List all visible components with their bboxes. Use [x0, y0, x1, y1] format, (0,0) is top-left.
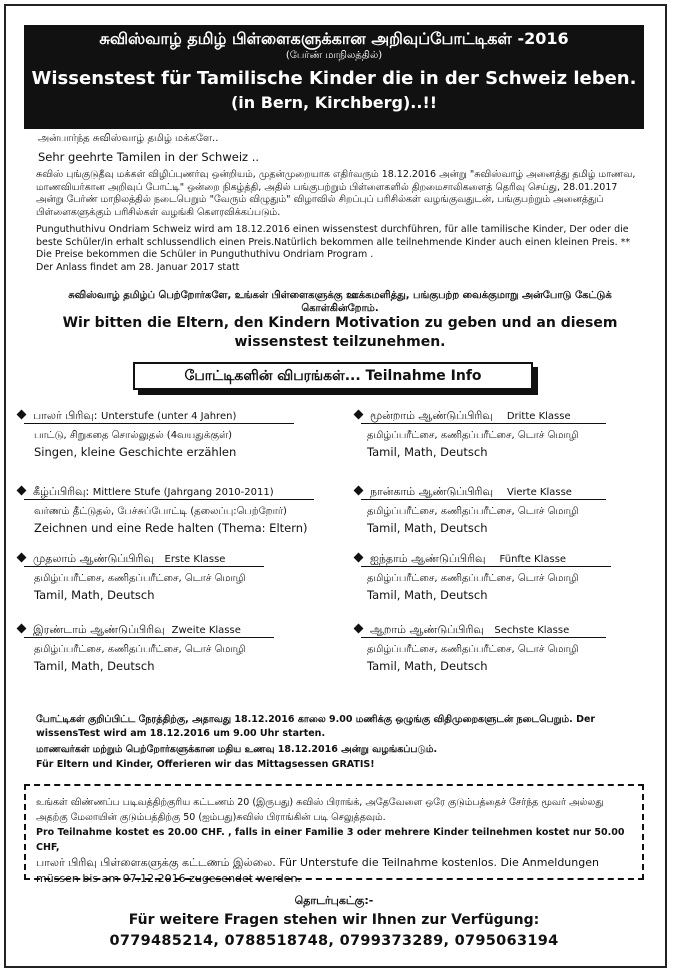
header-banner: [24, 25, 644, 129]
category-desc-german: Zeichnen und eine Rede halten (Thema: Eltern): [34, 521, 308, 535]
category-tamil-label: கீழ்ப்பிரிவு:: [33, 485, 90, 498]
fee-tamil: உங்கள் விண்ணப்ப படிவத்திற்குரிய கட்டணம் 20 (இருபது) சுவிஸ் பிராங்க், அதேவேளை ஒரே குடும்பத்தைச் சேர்ந்த மூவர் அல்லது அதற்கு மேலாயின் குடும்பத்திற்கு 50 (ஐம்பது)சுவிஸ் பிராங்கின் படி செலுத்தவும்.: [36, 797, 604, 823]
category-desc-tamil: வர்ணம் தீட்டுதல், பேச்சுப்போட்டி (தலைப்பு:பெற்றோர்): [34, 506, 287, 517]
underline: [24, 499, 314, 500]
schedule-food-german: Für Eltern und Kinder, Offerieren wir das Mittagsessen GRATIS!: [36, 759, 375, 770]
schedule-time: போட்டிகள் குறிப்பிட்ட நேரத்திற்கு, அதாவது 18.12.2016 காலை 9.00 மணிக்கு ஒழுங்கு விதிமுறைகளுடன் நடைபெறும். Der wissensTest wird am 18.12.2016 um 9.00 Uhr starten.: [36, 714, 596, 739]
category-desc-tamil: தமிழ்ப்பரீட்சை, கணிதப்பரீட்சை, டொச் மொழி: [367, 506, 579, 517]
title-tamil: சுவிஸ்வாழ் தமிழ் பிள்ளைகளுக்கான அறிவுப்போட்டிகள் -2016: [99, 29, 569, 48]
category-tamil-label: ஐந்தாம் ஆண்டுப்பிரிவு: [370, 552, 486, 565]
category-tamil-label: முதலாம் ஆண்டுப்பிரிவு: [33, 552, 154, 565]
category-german-label: Unterstufe (unter 4 Jahren): [101, 411, 237, 422]
category-desc-german: Tamil, Math, Deutsch: [367, 521, 488, 535]
category-desc-tamil: தமிழ்ப்பரீட்சை, கணிதப்பரீட்சை, டொச் மொழி: [34, 644, 246, 655]
fee-german: Pro Teilnahme kostet es 20.00 CHF. , falls in einer Familie 3 oder mehrere Kinder teilnehmen kostet nur 50.00 CHF,: [36, 827, 625, 853]
category-desc-tamil: தமிழ்ப்பரீட்சை, கணிதப்பரீட்சை, டொச் மொழி: [367, 644, 579, 655]
diamond-bullet-icon: [354, 410, 364, 420]
category-desc-german: Tamil, Math, Deutsch: [34, 588, 155, 602]
contact-german: Für weitere Fragen stehen wir Ihnen zur Verfügung:: [128, 912, 540, 928]
category-german-label: Mittlere Stufe (Jahrgang 2010-2011): [92, 487, 274, 498]
category-mittlere-stufe: [18, 484, 308, 537]
category-tamil-label: நான்காம் ஆண்டுப்பிரிவு: [370, 485, 493, 498]
category-german-label: Dritte Klasse: [506, 411, 571, 422]
category-desc-tamil: தமிழ்ப்பரீட்சை, கணிதப்பரீட்சை, டொச் மொழி: [367, 573, 579, 584]
diamond-bullet-icon: [354, 553, 364, 563]
category-dritte-klasse: [355, 408, 579, 461]
category-erste-klasse: [18, 551, 246, 604]
category-german-label: Erste Klasse: [164, 554, 226, 565]
category-german-label: Fünfte Klasse: [499, 554, 567, 565]
category-fuenfte-klasse: [355, 551, 579, 604]
contact-section: [24, 892, 644, 952]
underline: [361, 423, 606, 424]
underline: [24, 637, 274, 638]
intro-tamil: சுவிஸ் புங்குடுதீவு மக்கள் விழிப்புணர்வு ஒன்றியம், முதன்முறையாக எதிர்வரும் 18.12.2016 அன்று "சுவிஸ்வாழ் அனைத்து தமிழ் மாணவ, மாணவியர்கான அறிவுப் போட்டி" ஒன்றை நிகழ்த்தி, அதில் பங்குபற்றும் பிள்ளைகளில் திறமைசாலிகளைத் தெரிவு செய்து, 28.01.2017 அன்று பேர்ண் மாநிலத்தில் நடைபெறும் "வேரும் விழுதும்" விழாவில் சிறப்புப் பரிசில்கள் வழங்குவதுடன், பங்குபற்றும் அனைத்துப் பிள்ளைகளுக்கும் பரிசில்கள் வழங்கி கௌரவிக்கப்படும்.: [36, 169, 636, 218]
underline: [24, 566, 264, 567]
section-title: போட்டிகளின் விபரங்கள்... Teilnahme Info: [133, 362, 533, 390]
category-tamil-label: பாலர் பிரிவு:: [33, 409, 98, 422]
diamond-bullet-icon: [17, 553, 27, 563]
greeting-tamil: அன்பார்ந்த சுவிஸ்வாழ் தமிழ் மக்களே..: [38, 133, 219, 144]
category-desc-tamil: தமிழ்ப்பரீட்சை, கணிதப்பரீட்சை, டொச் மொழி: [367, 430, 579, 441]
diamond-bullet-icon: [17, 486, 27, 496]
category-unterstufe: [18, 408, 236, 461]
underline: [24, 423, 294, 424]
contact-phones: 0779485214, 0788518748, 0799373289, 0795063194: [109, 933, 559, 949]
underline: [361, 566, 611, 567]
diamond-bullet-icon: [17, 410, 27, 420]
category-german-label: Sechste Klasse: [494, 625, 570, 636]
underline: [361, 499, 606, 500]
appeal-tamil: சுவிஸ்வாழ் தமிழ்ப் பெற்றோர்களே, உங்கள் பிள்ளைகளுக்கு ஊக்கமளித்து, பங்குபற்ற வைக்குமாறு அன்போடு கேட்டுக் கொள்கின்றோம்.: [68, 290, 612, 314]
category-desc-german: Tamil, Math, Deutsch: [367, 588, 488, 602]
diamond-bullet-icon: [17, 624, 27, 634]
category-desc-german: Tamil, Math, Deutsch: [34, 659, 155, 673]
category-tamil-label: ஆறாம் ஆண்டுப்பிரிவு: [370, 623, 484, 636]
category-desc-tamil: பாட்டு, சிறுகதை சொல்லுதல் (4வயதுக்குள்): [34, 430, 233, 441]
category-desc-german: Tamil, Math, Deutsch: [367, 659, 488, 673]
contact-tamil: தொடர்புகட்கு:-: [294, 894, 374, 907]
diamond-bullet-icon: [354, 624, 364, 634]
category-zweite-klasse: [18, 622, 246, 675]
category-german-label: Zweite Klasse: [171, 625, 241, 636]
category-sechste-klasse: [355, 622, 579, 675]
schedule-food-tamil: மாணவர்கள் மற்றும் பெற்றோர்களுக்கான மதிய உணவு 18.12.2016 அன்று வழங்கப்படும்.: [36, 744, 438, 755]
greeting-german: Sehr geehrte Tamilen in der Schweiz ..: [38, 150, 260, 164]
intro-german-block: [36, 224, 646, 274]
diamond-bullet-icon: [354, 486, 364, 496]
fee-box: [24, 784, 644, 885]
appeal-german: Wir bitten die Eltern, den Kindern Motivation zu geben und an diesem wissenstest teilzunehmen.: [62, 315, 618, 350]
category-german-label: Vierte Klasse: [507, 487, 572, 498]
location: (in Bern, Kirchberg)..!!: [230, 93, 438, 112]
event-date-note: Der Anlass findet am 28. Januar 2017 statt: [36, 261, 240, 273]
category-desc-tamil: தமிழ்ப்பரீட்சை, கணிதப்பரீட்சை, டொச் மொழி: [34, 573, 246, 584]
fee-free-note: பாலர் பிரிவு பிள்ளைகளுக்கு கட்டணம் இல்லை. Für Unterstufe die Teilnahme kostenlos. Die Anmeldungen müssen bis am 07.12.2016 zugesendet werden.: [36, 856, 599, 885]
intro-german: Punguthuthivu Ondriam Schweiz wird am 18.12.2016 einen wissenstest durchführen, für alle tamilische Kinder, Der oder die beste Schüler/in erhalt schlussendlich einen Preis.Natürlich bekommen alle teilnehmende Kinder auch einen kleinen Preis. ** Die Preise bekommen die Schüler in Punguthuthivu Ondriam Program .: [36, 224, 631, 260]
underline: [361, 637, 606, 638]
category-vierte-klasse: [355, 484, 579, 537]
category-desc-german: Singen, kleine Geschichte erzählen: [34, 445, 237, 459]
title-german: Wissenstest für Tamilische Kinder die in der Schweiz leben.: [31, 68, 637, 89]
subtitle-tamil: (பேர்ண் மாநிலத்தில்): [285, 50, 383, 61]
category-tamil-label: இரண்டாம் ஆண்டுப்பிரிவு: [33, 623, 165, 636]
category-tamil-label: மூன்றாம் ஆண்டுப்பிரிவு: [370, 409, 493, 422]
category-desc-german: Tamil, Math, Deutsch: [367, 445, 488, 459]
